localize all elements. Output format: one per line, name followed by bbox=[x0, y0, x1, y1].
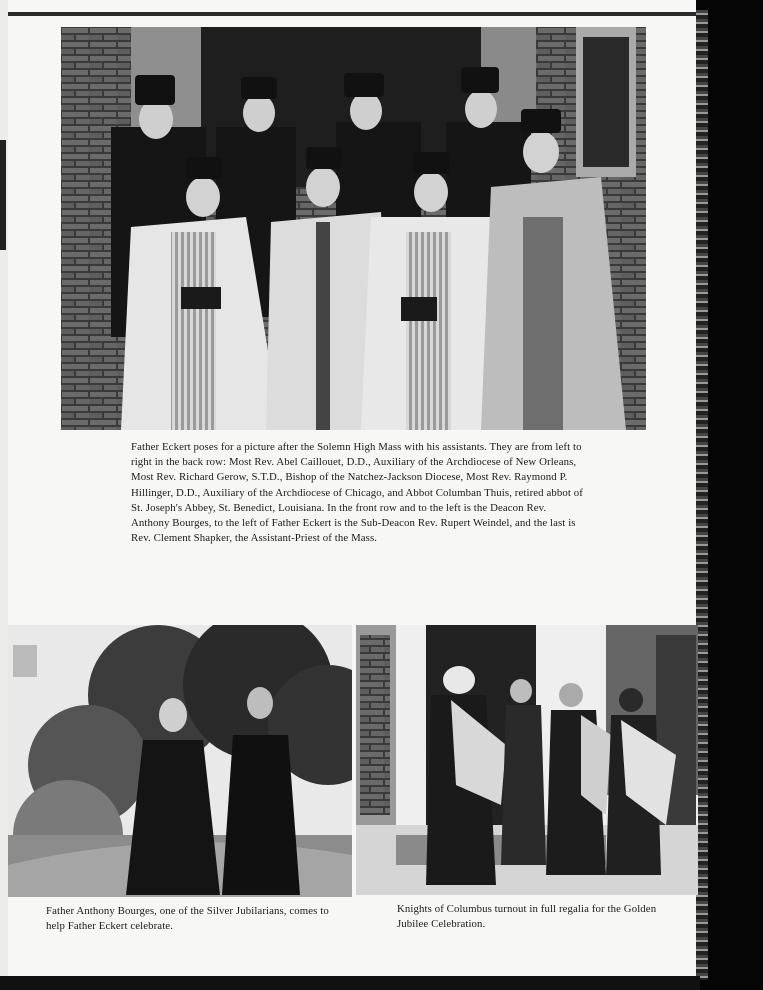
priests-garden-photo bbox=[8, 625, 352, 897]
page-top-edge bbox=[0, 0, 700, 22]
left-photo-caption: Father Anthony Bourges, one of the Silver Jubilarians, comes to help Father Eckert celebrate. bbox=[46, 905, 329, 933]
clergy-group-photo bbox=[61, 27, 646, 430]
page-bottom-edge bbox=[0, 976, 700, 990]
right-photo-caption: Knights of Columbus turnout in full regalia for the Golden Jubilee Celebration. bbox=[397, 903, 657, 931]
page-left-edge bbox=[0, 0, 8, 990]
page-binding-edge bbox=[696, 0, 763, 990]
top-photo-caption: Father Eckert poses for a picture after the Solemn High Mass with his assistants. They are from left to right in the back row: Most Rev. Abel Caillouet, D.D., Auxiliary of the Archdiocese of New Orleans, Most Rev. Richard Gerow, S.T.D., Bishop of the Natchez-Jackson Diocese, Most Rev. Raymond P. Hillinger, D.D., Auxiliary of the Archdiocese of Chicago, and Abbot Columban Thuis, retired abbot of St. Joseph's Abbey, St. Benedict, Louisiana. In the front row and to the left is the Deacon Rev. Anthony Bourges, to the left of Father Eckert is the Sub-Deacon Rev. Rupert Weindel, and the last is Rev. Clement Shapker, the Assistant-Priest of the Mass. bbox=[131, 441, 583, 545]
knights-of-columbus-photo bbox=[356, 625, 698, 895]
